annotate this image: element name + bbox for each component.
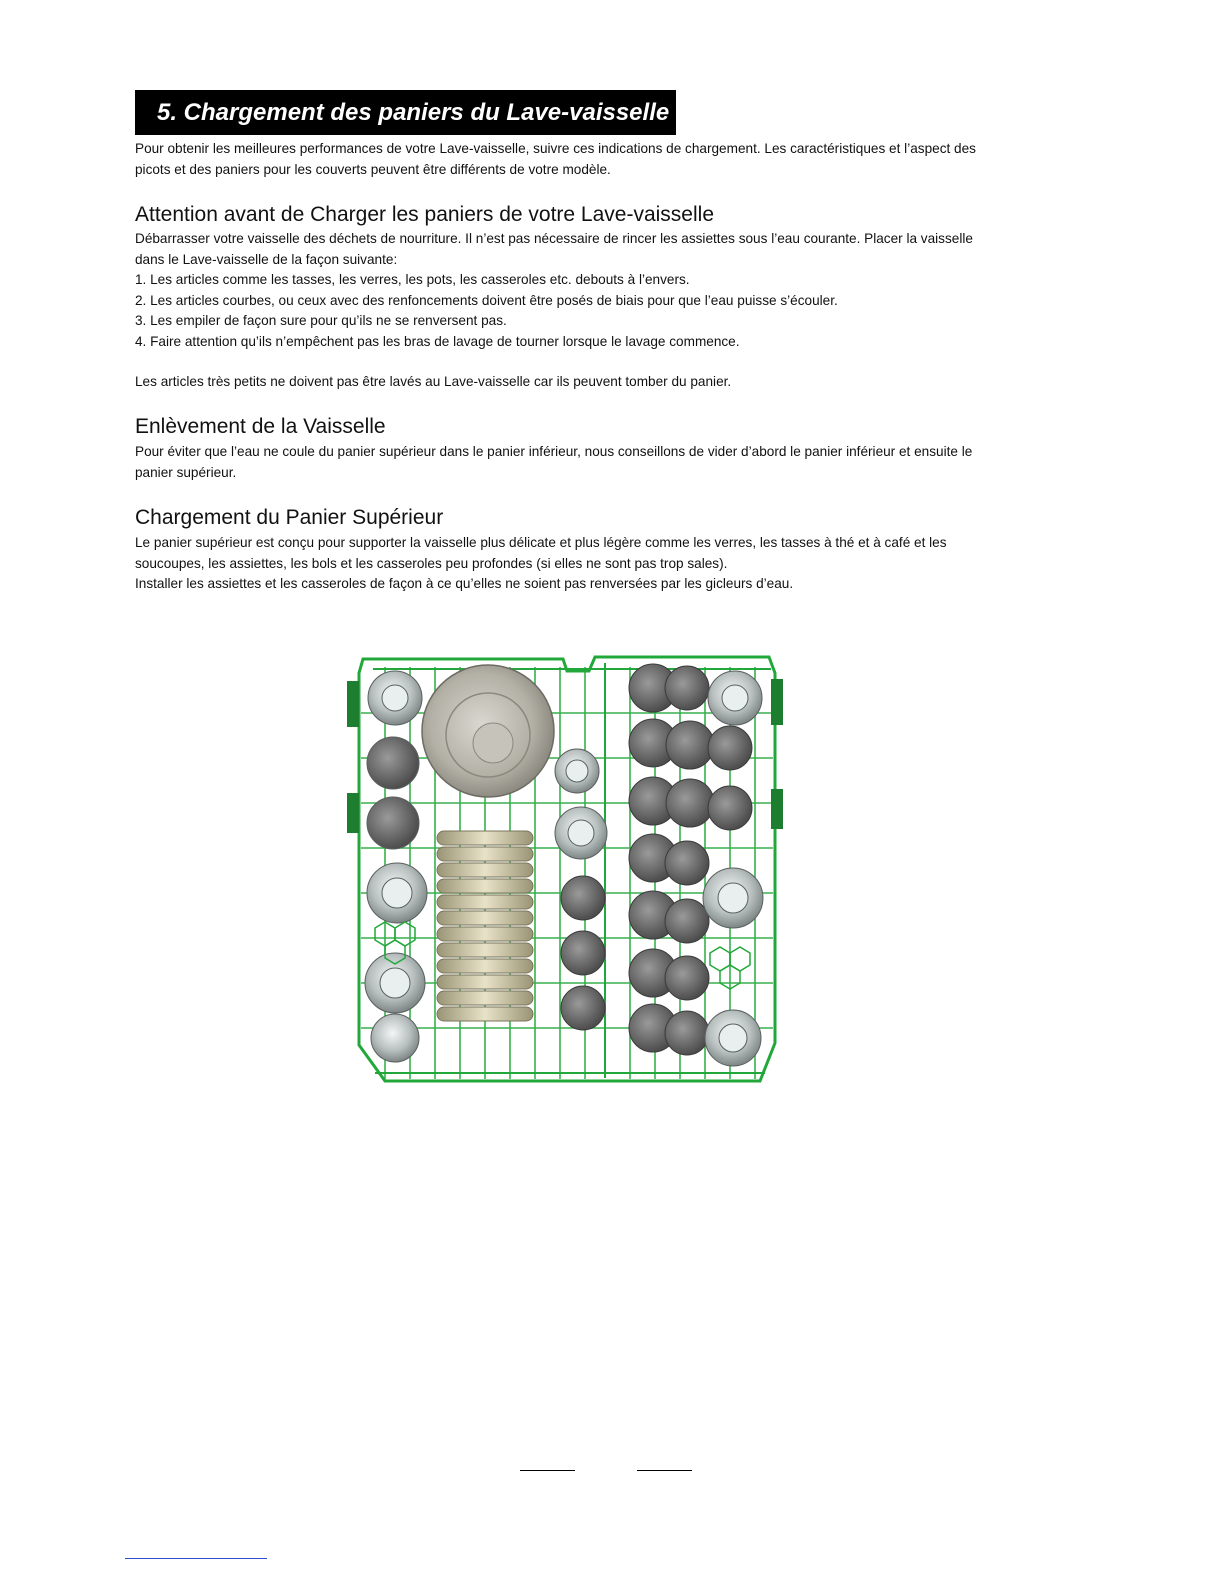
upper-basket-line: Installer les assiettes et les casseroles de façon à ce qu’elles ne soient pas renversées par les gicleurs d’eau. [135, 576, 794, 591]
footnote-separator [125, 1558, 267, 1559]
removal-line: Pour éviter que l’eau ne coule du panier supérieur dans le panier inférieur, nous conseillons de vider d’abord le panier inférieur et ensuite le [135, 444, 973, 459]
removal-heading: Enlèvement de la Vaisselle [135, 415, 386, 438]
removal-line: panier supérieur. [135, 464, 237, 480]
intro-line: Pour obtenir les meilleures performances de votre Lave-vaisselle, suivre ces indications de chargement. Les caractéristiques et l’aspect des [135, 141, 976, 156]
upper-basket-line: Le panier supérieur est conçu pour supporter la vaisselle plus délicate et plus légère comme les verres, les tasses à thé et à café et les [135, 535, 947, 550]
attention-list-item: 3. Les empiler de façon sure pour qu’ils ne se renversent pas. [135, 313, 507, 328]
intro-line: picots et des paniers pour les couverts peuvent être différents de votre modèle. [135, 161, 611, 177]
attention-paragraph [135, 229, 1045, 352]
attention-list-item: 1. Les articles comme les tasses, les verres, les pots, les casseroles etc. debouts à l’envers. [135, 272, 690, 287]
attention-list-item: 4. Faire attention qu’ils n’empêchent pas les bras de lavage de tourner lorsque le lavage commence. [135, 333, 740, 349]
footer-rule-left [520, 1470, 575, 1471]
attention-list-item: 2. Les articles courbes, ou ceux avec des renfoncements doivent être posés de biais pour que l’eau puisse s’écouler. [135, 292, 838, 308]
upper-basket-heading: Chargement du Panier Supérieur [135, 506, 444, 529]
footer-rule-right [637, 1470, 692, 1471]
attention-line: Débarrasser votre vaisselle des déchets de nourriture. Il n’est pas nécessaire de rincer les assiettes sous l’eau courante. Placer la vaisselle [135, 231, 973, 246]
intro-paragraph [135, 139, 1045, 180]
upper-basket-paragraph [135, 533, 1045, 595]
upper-basket-illustration [345, 653, 785, 1085]
small-items-note-line: Les articles très petits ne doivent pas être lavés au Lave-vaisselle car ils peuvent tomber du panier. [135, 374, 732, 389]
attention-heading: Attention avant de Charger les paniers de votre Lave-vaisselle [135, 203, 714, 226]
attention-line: dans le Lave-vaisselle de la façon suivante: [135, 251, 398, 267]
removal-paragraph [135, 442, 1045, 483]
left-column-dishes [365, 671, 427, 1062]
section-title: 5. Chargement des paniers du Lave-vaisselle [135, 90, 676, 135]
upper-basket-line: soucoupes, les assiettes, les bols et les casseroles peu profondes (si elles ne sont pas trop sales). [135, 555, 728, 571]
small-items-note [135, 372, 1045, 393]
serving-bowl [422, 665, 554, 797]
center-cups [555, 749, 607, 859]
center-glasses [561, 876, 605, 1030]
